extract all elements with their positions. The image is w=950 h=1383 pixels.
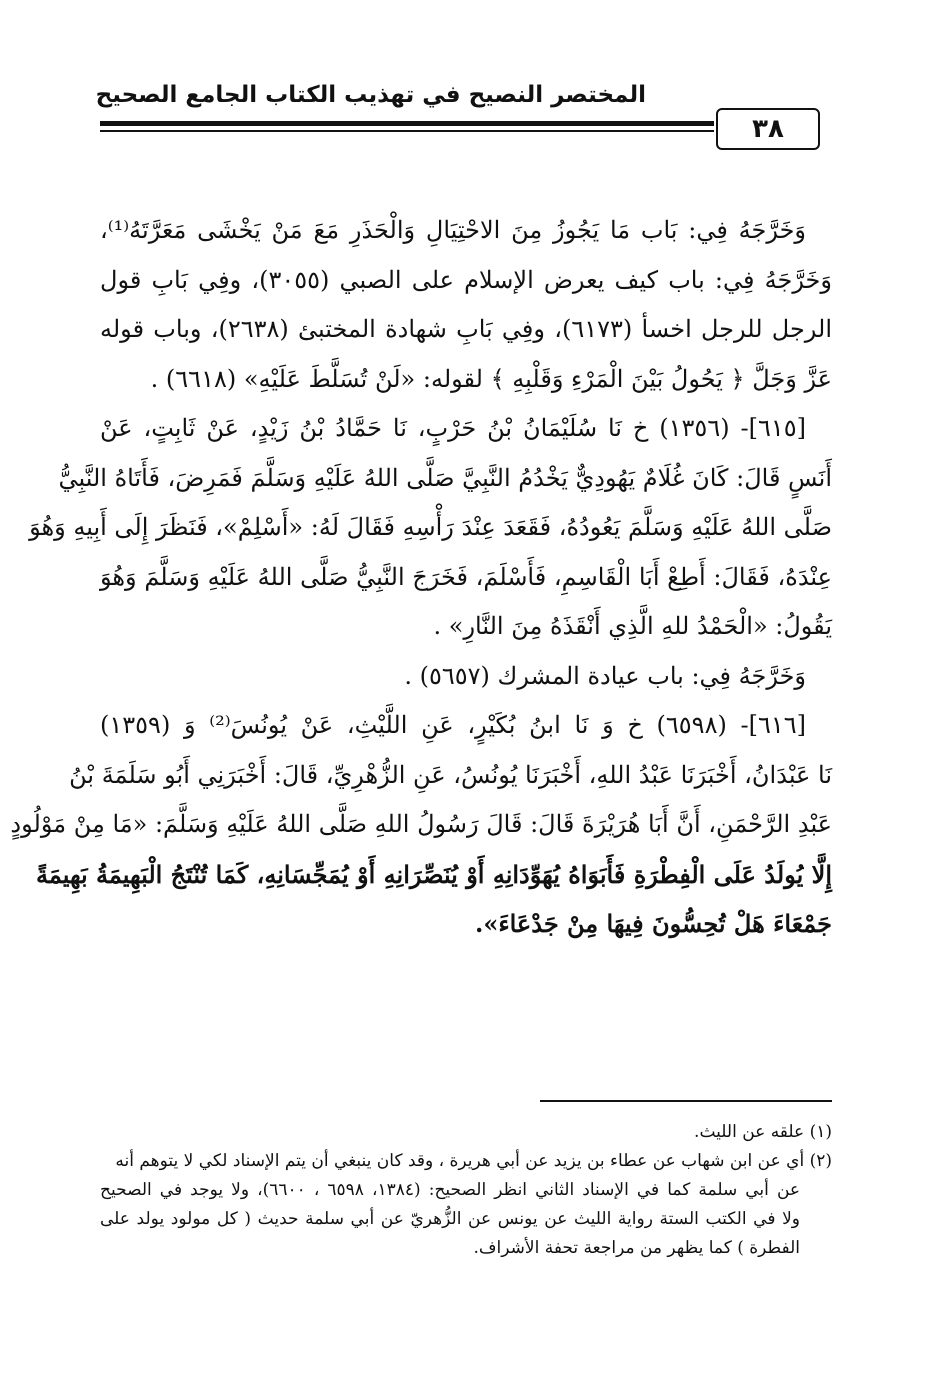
header-rule-thin	[100, 130, 714, 132]
footnote-2: (٢) أي عن ابن شهاب عن عطاء بن يزيد عن أبي هريرة ، وقد كان ينبغي أن يتم الإسناد لكي لا يتوهم أنه	[115, 1151, 832, 1171]
text-line: وَخَرَّجَهُ فِي: باب عيادة المشرك (٥٦٥٧) .	[404, 661, 806, 690]
text-line: يَقُولُ: «الْحَمْدُ للهِ الَّذِي أَنْقَذَهُ مِنَ النَّارِ» .	[433, 612, 832, 640]
page-number: ٣٨	[716, 108, 820, 150]
footnote-2-line: الفطرة ) كما يظهر من مراجعة تحفة الأشراف.	[473, 1238, 800, 1258]
running-title: المختصر النصيح في تهذيب الكتاب الجامع الصحيح	[95, 82, 646, 108]
hadith-616-line: [٦١٦]- (٦٥٩٨) خ وَ نَا ابنُ بُكَيْرٍ، عَنِ اللَّيْثِ، عَنْ يُونُسَ⁽²⁾ وَ (١٣٥٩)	[100, 711, 807, 739]
main-text	[10, 206, 833, 949]
text-line: صَلَّى اللهُ عَلَيْهِ وَسَلَّمَ يَعُودُهُ، فَقَعَدَ عِنْدَ رَأْسِهِ فَقَالَ لَهُ: «أَسْلِمْ»، فَنَظَرَ إِلَى أَبِيهِ وَهُوَ	[29, 513, 832, 541]
footnote-separator	[540, 1100, 832, 1102]
text-line: إِلَّا يُولَدُ عَلَى الْفِطْرَةِ فَأَبَوَاهُ يُهَوِّدَانِهِ أَوْ يُنَصِّرَانِهِ أَوْ يُمَجِّسَانِهِ، كَمَا تُنْتَجُ الْبَهِيمَةُ بَهِيمَةً	[35, 859, 832, 889]
footnote-1: (١) علقه عن الليث.	[694, 1122, 832, 1142]
text-line: عَزَّ وَجَلَّ ﴿ يَحُولُ بَيْنَ الْمَرْءِ وَقَلْبِهِ ﴾ لقوله: «لَنْ تُسَلَّطَ عَلَيْهِ» (٦٦١٨) .	[150, 364, 832, 393]
text-line: وَخَرَّجَهُ فِي: باب كيف يعرض الإسلام على الصبي (٣٠٥٥)، وفِي بَابِ قول	[100, 265, 832, 294]
footnotes	[100, 1118, 832, 1263]
text-line: عِنْدَهُ، فَقَالَ: أَطِعْ أَبَا الْقَاسِمِ، فَأَسْلَمَ، فَخَرَجَ النَّبِيُّ صَلَّى اللهُ عَلَيْهِ وَسَلَّمَ وَهُوَ	[100, 562, 832, 591]
footnote-2-line: عن أبي سلمة كما في الإسناد الثاني انظر الصحيح: (١٣٨٤، ٦٥٩٨ ، ٦٦٠٠)، ولا يوجد في الصحيح	[100, 1180, 801, 1200]
text-line: جَمْعَاءَ هَلْ تُحِسُّونَ فِيهَا مِنْ جَدْعَاءَ».	[474, 909, 832, 938]
text-line: وَخَرَّجَهُ فِي: بَاب مَا يَجُوزُ مِنَ الاحْتِيَالِ وَالْحَذَرِ مَعَ مَنْ يَخْشَى مَعَرَّتَهُ⁽¹⁾،	[100, 216, 806, 244]
footnote-2-line: ولا في الكتب الستة رواية الليث عن يونس عن الزُّهريّ عن أبي سلمة حديث ( كل مولود يولد على	[100, 1209, 800, 1229]
text-line: أَنَسٍ قَالَ: كَانَ غُلَامٌ يَهُودِيٌّ يَخْدُمُ النَّبِيَّ صَلَّى اللهُ عَلَيْهِ وَسَلَّمَ فَمَرِضَ، فَأَتَاهُ النَّبِيُّ	[58, 463, 832, 492]
text-line: عَبْدِ الرَّحْمَنِ، أَنَّ أَبَا هُرَيْرَةَ قَالَ: قَالَ رَسُولُ اللهِ صَلَّى اللهُ عَلَيْهِ وَسَلَّمَ: «مَا مِنْ مَوْلُودٍ	[10, 810, 832, 838]
header-rule-thick	[100, 121, 714, 126]
hadith-615-line: [٦١٥]- (١٣٥٦) خ نَا سُلَيْمَانُ بْنُ حَرْبٍ، نَا حَمَّادُ بْنُ زَيْدٍ، عَنْ ثَابِتٍ، عَنْ	[100, 414, 806, 442]
text-line: نَا عَبْدَانُ، أَخْبَرَنَا عَبْدُ اللهِ، أَخْبَرَنَا يُونُسُ، عَنِ الزُّهْرِيِّ، قَالَ: أَخْبَرَنِي أَبُو سَلَمَةَ بْنُ	[69, 760, 832, 789]
text-line: الرجل للرجل اخسأ (٦١٧٣)، وفِي بَابِ شهادة المختبئ (٢٦٣٨)، وباب قوله	[100, 315, 833, 343]
